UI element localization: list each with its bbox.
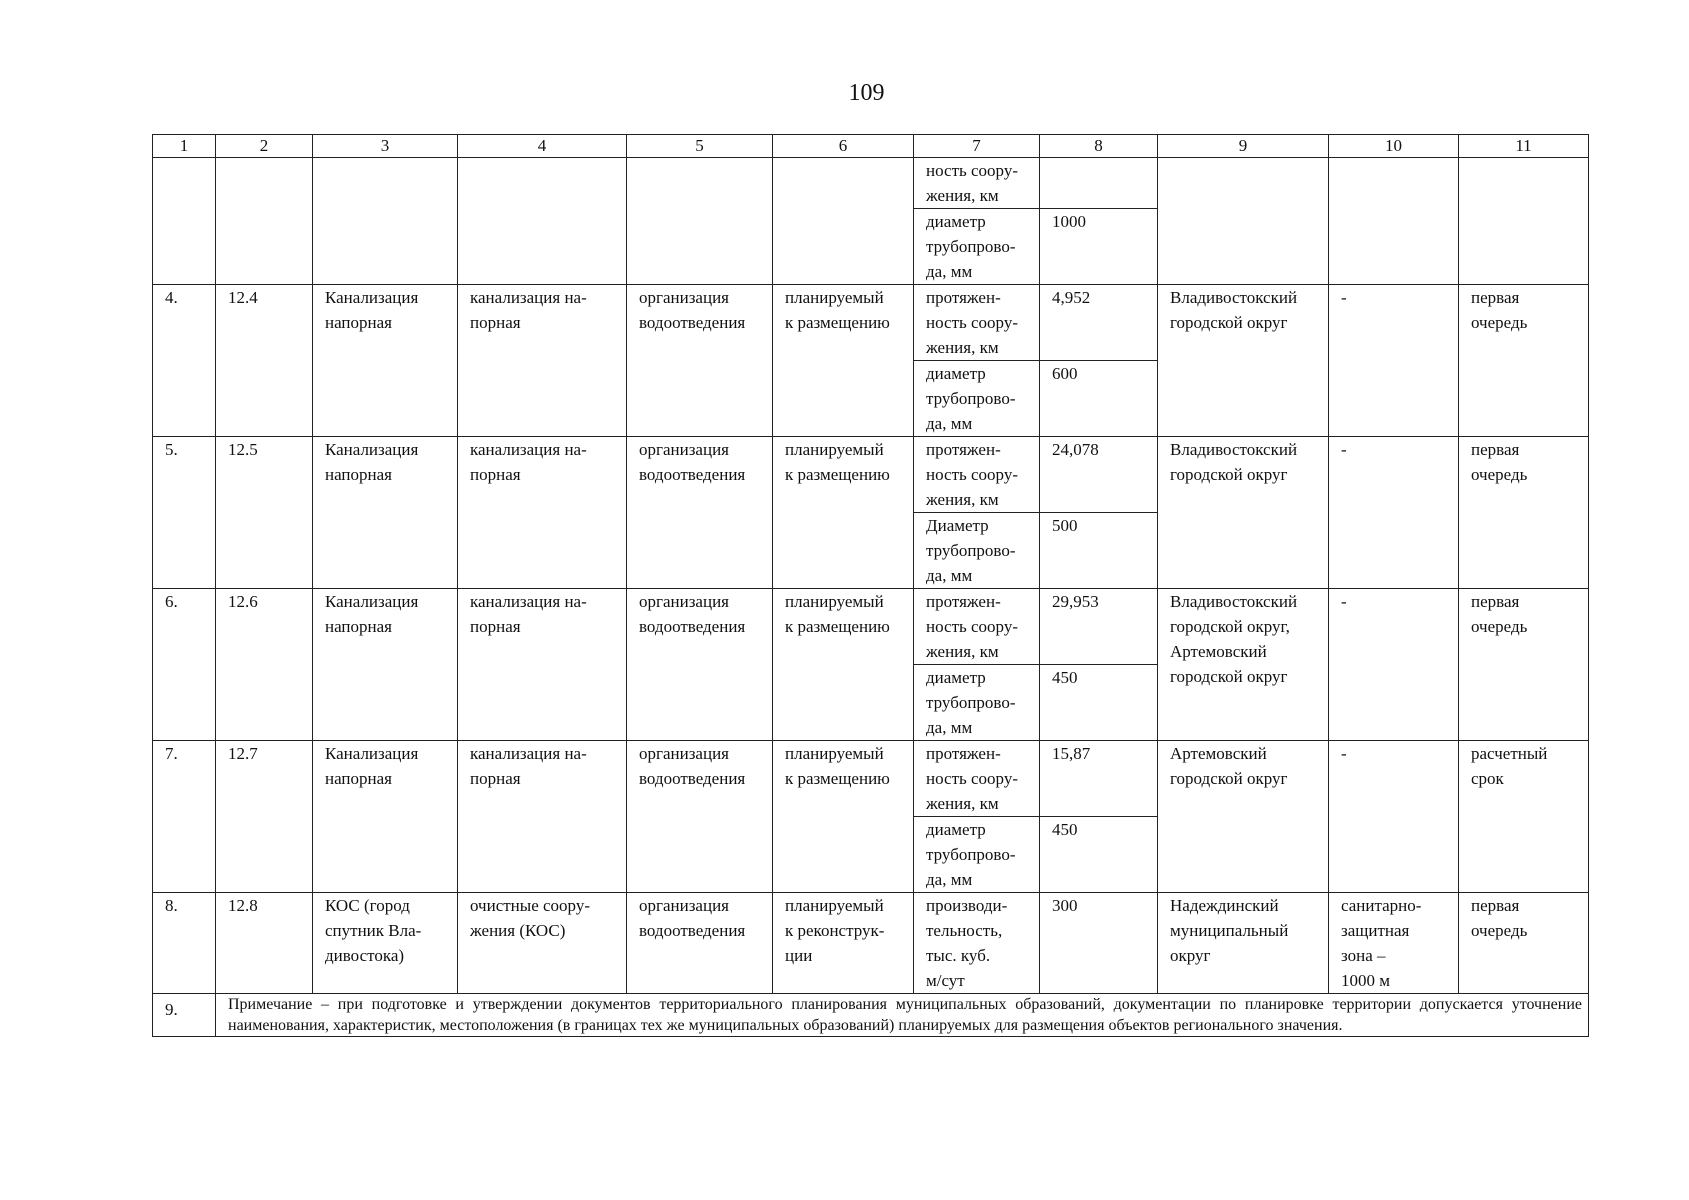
continuation-row: [153, 158, 1589, 209]
header-cell: 1: [153, 135, 216, 158]
param-value: 300: [1040, 893, 1158, 994]
param-name: диаметр трубопрово- да, мм: [914, 665, 1040, 741]
object-term: первая очередь: [1459, 437, 1589, 589]
object-location: Надеждинский муниципальный округ: [1158, 893, 1329, 994]
param-value: 4,952: [1040, 285, 1158, 361]
object-type: канализация на- порная: [458, 437, 627, 589]
object-name: КОС (город спутник Вла- дивостока): [313, 893, 458, 994]
param-value: 15,87: [1040, 741, 1158, 817]
object-location: Владивостокский городской округ, Артемовский городской округ: [1158, 589, 1329, 741]
param-name: ность соору- жения, км: [914, 158, 1040, 209]
header-cell: 5: [627, 135, 773, 158]
header-cell: 3: [313, 135, 458, 158]
object-purpose: организация водоотведения: [627, 437, 773, 589]
header-row: [153, 135, 1589, 158]
object-purpose: организация водоотведения: [627, 285, 773, 437]
object-type: канализация на- порная: [458, 589, 627, 741]
object-term: первая очередь: [1459, 589, 1589, 741]
table-row: [153, 285, 1589, 361]
page-number: 109: [848, 80, 885, 106]
param-value: [1040, 158, 1158, 209]
object-type: очистные соору- жения (КОС): [458, 893, 627, 994]
object-status: планируемый к размещению: [773, 285, 914, 437]
param-value: 500: [1040, 513, 1158, 589]
header-cell: 7: [914, 135, 1040, 158]
object-purpose: организация водоотведения: [627, 741, 773, 893]
object-code: 12.6: [216, 589, 313, 741]
param-name: протяжен- ность соору- жения, км: [914, 741, 1040, 817]
param-value: 29,953: [1040, 589, 1158, 665]
table-row: [153, 437, 1589, 513]
param-name: протяжен- ность соору- жения, км: [914, 589, 1040, 665]
note-number: 9.: [153, 994, 216, 1037]
row-number: 7.: [153, 741, 216, 893]
object-status: планируемый к размещению: [773, 589, 914, 741]
header-cell: 10: [1329, 135, 1459, 158]
objects-table: [152, 134, 1589, 1037]
object-location: Владивостокский городской округ: [1158, 437, 1329, 589]
object-name: Канализация напорная: [313, 285, 458, 437]
header-cell: 11: [1459, 135, 1589, 158]
param-name: Диаметр трубопрово- да, мм: [914, 513, 1040, 589]
header-cell: 2: [216, 135, 313, 158]
param-value: 600: [1040, 361, 1158, 437]
object-type: канализация на- порная: [458, 741, 627, 893]
table-row: [153, 741, 1589, 817]
object-location: Артемовский городской округ: [1158, 741, 1329, 893]
param-value: 1000: [1040, 209, 1158, 285]
object-code: 12.5: [216, 437, 313, 589]
param-value: 450: [1040, 665, 1158, 741]
object-zone: санитарно- защитная зона – 1000 м: [1329, 893, 1459, 994]
param-name: диаметр трубопрово- да, мм: [914, 209, 1040, 285]
row-number: 8.: [153, 893, 216, 994]
param-name: диаметр трубопрово- да, мм: [914, 361, 1040, 437]
header-cell: 8: [1040, 135, 1158, 158]
object-zone: -: [1329, 437, 1459, 589]
object-code: 12.4: [216, 285, 313, 437]
object-zone: -: [1329, 589, 1459, 741]
row-number: 6.: [153, 589, 216, 741]
object-status: планируемый к реконструк- ции: [773, 893, 914, 994]
object-zone: -: [1329, 741, 1459, 893]
param-name: диаметр трубопрово- да, мм: [914, 817, 1040, 893]
param-value: 450: [1040, 817, 1158, 893]
row-number: 4.: [153, 285, 216, 437]
object-status: планируемый к размещению: [773, 437, 914, 589]
object-term: первая очередь: [1459, 893, 1589, 994]
object-term: первая очередь: [1459, 285, 1589, 437]
object-code: 12.7: [216, 741, 313, 893]
param-value: 24,078: [1040, 437, 1158, 513]
param-name: производи- тельность, тыс. куб. м/сут: [914, 893, 1040, 994]
object-term: расчетный срок: [1459, 741, 1589, 893]
row-number: 5.: [153, 437, 216, 589]
object-code: 12.8: [216, 893, 313, 994]
object-name: Канализация напорная: [313, 589, 458, 741]
note-row: [153, 994, 1589, 1037]
header-cell: 9: [1158, 135, 1329, 158]
object-purpose: организация водоотведения: [627, 893, 773, 994]
table-row: [153, 589, 1589, 665]
note-text: Примечание – при подготовке и утверждении документов территориального планирования муниципальных образований, документации по планировке территории допускается уточнение наименования, характеристик, местоположения (в границах тех же муниципальных образований) планируемых для размещения объектов регионального значения.: [216, 994, 1589, 1037]
table-row: [153, 893, 1589, 994]
object-purpose: организация водоотведения: [627, 589, 773, 741]
header-cell: 6: [773, 135, 914, 158]
object-type: канализация на- порная: [458, 285, 627, 437]
param-name: протяжен- ность соору- жения, км: [914, 437, 1040, 513]
object-name: Канализация напорная: [313, 437, 458, 589]
param-name: протяжен- ность соору- жения, км: [914, 285, 1040, 361]
object-name: Канализация напорная: [313, 741, 458, 893]
object-location: Владивостокский городской округ: [1158, 285, 1329, 437]
object-zone: -: [1329, 285, 1459, 437]
object-status: планируемый к размещению: [773, 741, 914, 893]
header-cell: 4: [458, 135, 627, 158]
